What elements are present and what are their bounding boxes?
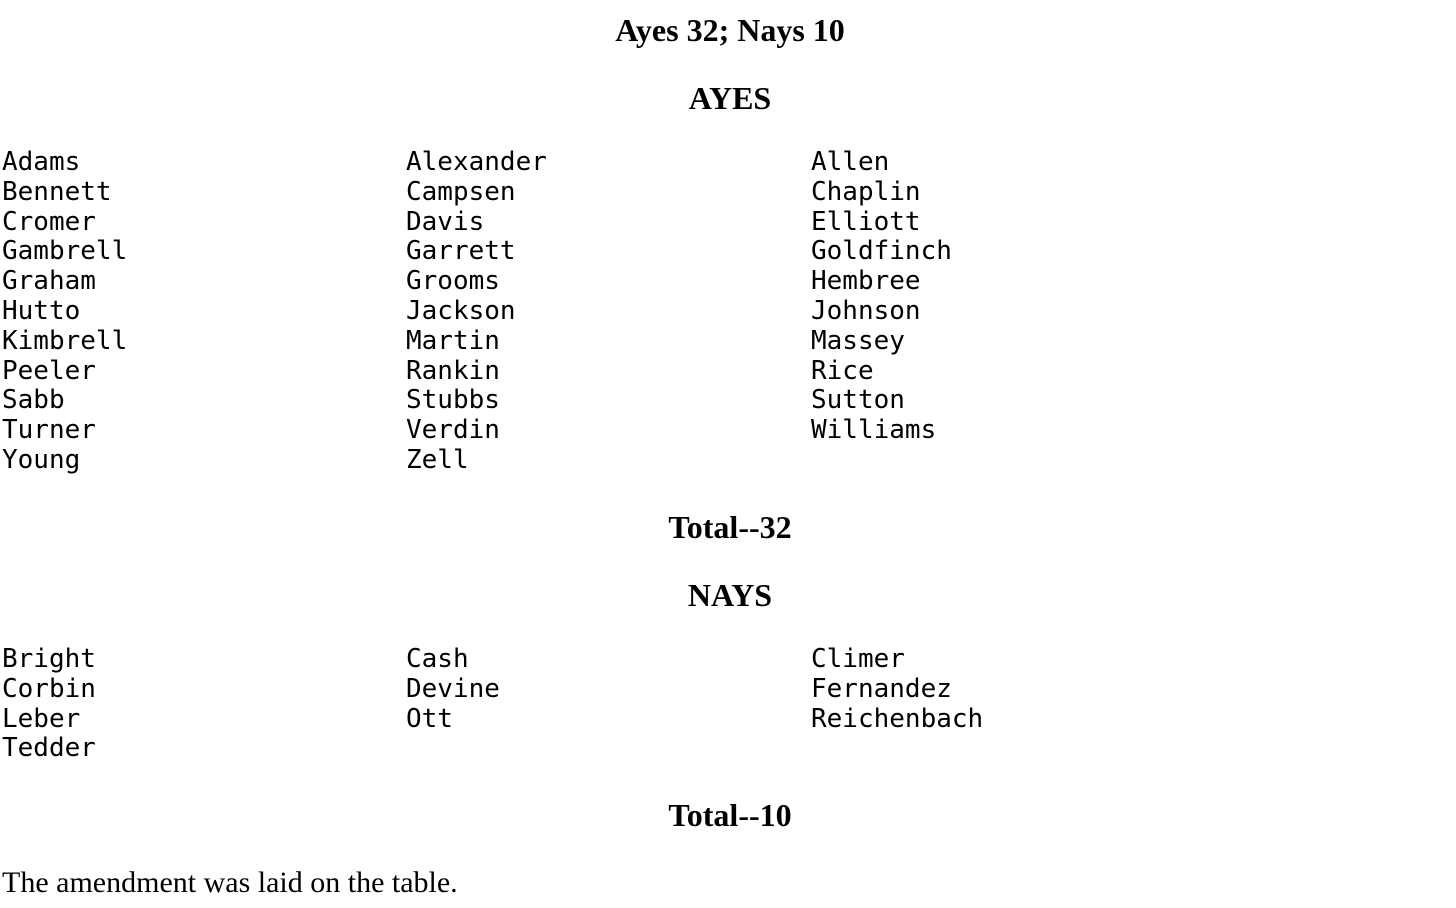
member-name: Peeler (2, 355, 96, 386)
member-name: Leber (2, 703, 81, 734)
member-name: Martin (406, 325, 500, 356)
member-name: Sabb (2, 385, 65, 416)
member-name: Tedder (2, 733, 96, 764)
member-name: Massey (811, 325, 905, 356)
vote-summary-heading: Ayes 32; Nays 10 (615, 12, 845, 48)
member-name: Hutto (2, 296, 81, 326)
nays-name-list (2, 645, 1202, 764)
member-name: Chaplin (811, 176, 921, 207)
member-name: Allen (811, 147, 890, 177)
member-name: Kimbrell (2, 325, 128, 356)
member-name: Verdin (406, 415, 500, 446)
member-name: Stubbs (406, 385, 500, 416)
member-name: Davis (406, 206, 485, 237)
nays-total: Total--10 (668, 797, 792, 833)
member-name: Corbin (2, 673, 96, 704)
member-name: Grooms (406, 266, 500, 297)
member-name: Elliott (811, 206, 921, 237)
member-name: Sutton (811, 385, 905, 416)
ayes-name-list (2, 148, 1202, 476)
member-name: Jackson (406, 296, 516, 326)
member-name: Bright (2, 644, 96, 674)
member-name: Adams (2, 147, 81, 177)
member-name: Fernandez (811, 673, 952, 704)
member-name: Ott (406, 703, 453, 734)
ayes-heading: AYES (688, 80, 772, 116)
member-name: Young (2, 445, 81, 475)
member-name: Goldfinch (811, 236, 952, 267)
member-name: Gambrell (2, 236, 128, 267)
member-name: Reichenbach (811, 703, 984, 734)
member-name: Johnson (811, 296, 921, 326)
member-name: Bennett (2, 176, 112, 207)
member-name: Hembree (811, 266, 921, 297)
member-name: Williams (811, 415, 937, 446)
member-name: Cash (406, 644, 469, 674)
member-name: Climer (811, 644, 905, 674)
nays-heading: NAYS (687, 577, 773, 613)
member-name: Turner (2, 415, 96, 446)
member-name: Devine (406, 673, 500, 704)
closing-statement: The amendment was laid on the table. (2, 866, 458, 899)
member-name: Graham (2, 266, 96, 297)
member-name: Zell (406, 445, 469, 475)
ayes-total: Total--32 (668, 509, 792, 545)
member-name: Campsen (406, 176, 516, 207)
member-name: Cromer (2, 206, 96, 237)
member-name: Garrett (406, 236, 516, 267)
member-name: Alexander (406, 147, 547, 177)
member-name: Rankin (406, 355, 500, 386)
member-name: Rice (811, 355, 874, 386)
